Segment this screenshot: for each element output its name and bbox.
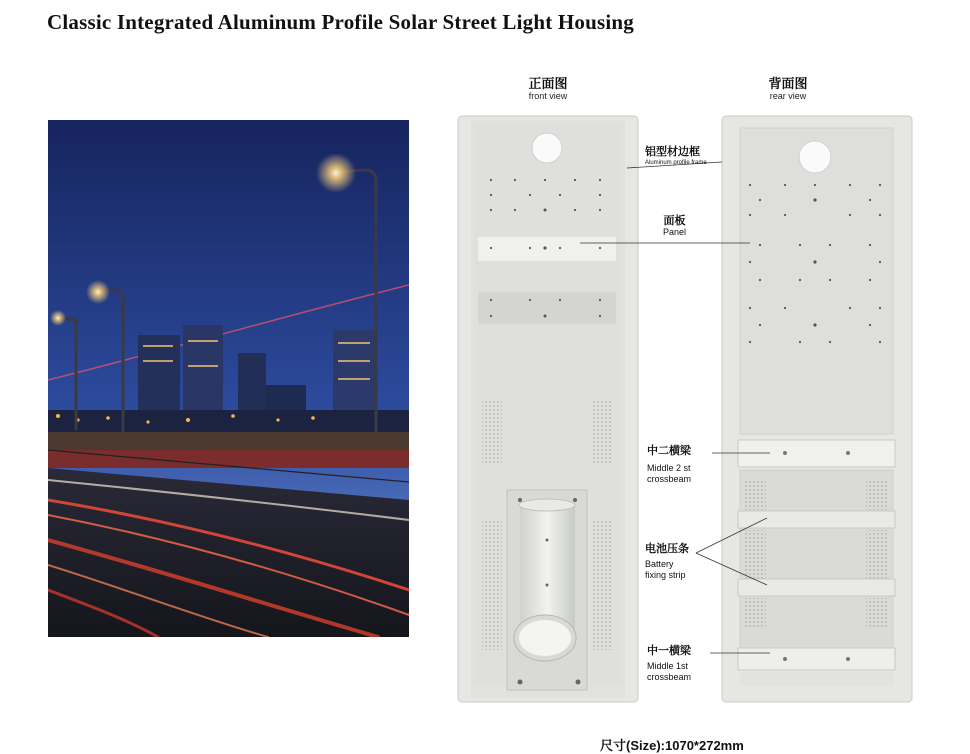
front-view-en: front view [528,91,568,101]
front-view-cn: 正面图 [528,76,568,91]
label-battery-en2: fixing strip [645,570,686,580]
label-middle2-en1: Middle 2 st [647,463,691,473]
label-middle2-cn: 中二横梁 [647,445,691,457]
label-aluminum-frame [645,147,707,169]
rear-view-drawing [722,116,912,702]
label-middle1-en1: Middle 1st [647,661,689,671]
front-view-drawing [458,116,638,702]
label-middle1-en2: crossbeam [647,672,692,682]
size-caption: 尺寸(Size):1070*272mm [600,738,744,753]
label-battery-cn: 电池压条 [645,543,689,555]
label-middle2-crossbeam [647,446,691,485]
rear-view-cn: 背面图 [768,76,808,91]
label-middle2-en2: crossbeam [647,474,692,484]
rear-view-en: rear view [769,91,807,101]
label-middle1-crossbeam [647,646,691,683]
label-panel [663,216,686,238]
label-panel-en: Panel [663,227,687,237]
label-battery-strip [645,544,689,581]
label-battery-en1: Battery [645,559,674,569]
label-frame-en: Aluminum profile frame [645,160,707,166]
label-panel-cn: 面板 [663,215,686,227]
page-title: Classic Integrated Aluminum Profile Solar Street Light Housing [47,10,634,34]
label-frame-cn: 铝型材边框 [645,146,700,158]
label-middle1-cn: 中一横梁 [647,645,691,657]
